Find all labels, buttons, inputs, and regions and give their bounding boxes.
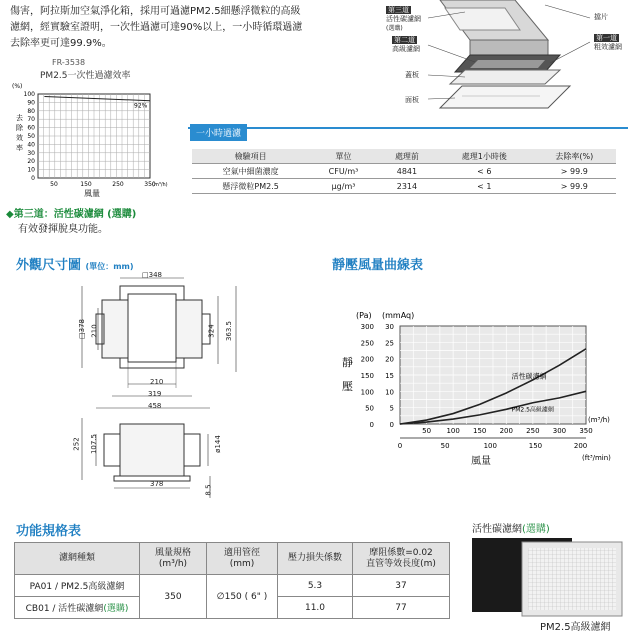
spec-cell [15, 597, 140, 619]
x-tick-label: 250 [112, 181, 124, 188]
spec-cell: 5.3 [278, 575, 353, 597]
y-tick-label: 80 [27, 107, 35, 115]
y-tick-label: 20 [27, 158, 35, 166]
ft3-tick-label: 0 [397, 442, 403, 450]
stage-tag: 第一道 [596, 34, 617, 42]
table-cell: 懸浮微粒PM2.5 [192, 179, 309, 194]
stage-name: 高級濾網 [392, 45, 420, 53]
stage-note: (選購) [386, 25, 403, 32]
table-cell: > 99.9 [533, 179, 616, 194]
dim-height-inner: 210 [90, 324, 99, 338]
spec-cell: 37 [353, 575, 450, 597]
m3h-tick-label: 150 [473, 427, 487, 435]
ft3-tick-label: 100 [483, 442, 497, 450]
pa-tick-label: 100 [360, 388, 374, 397]
table-header: 去除率(%) [533, 149, 616, 164]
m3h-tick-label: 100 [446, 427, 460, 435]
x-unit: (m³/h) [152, 182, 168, 188]
y-axis-label: 效 [16, 134, 23, 142]
m3h-tick-label: 350 [579, 427, 593, 435]
photo-bottom-label: PM2.5高級濾網 [540, 622, 611, 633]
spec-name: CB01 / 活性碳濾網 [25, 604, 104, 614]
label-first-filter [594, 34, 622, 52]
dim-side-inner: 107.5 [90, 433, 99, 455]
dim-width-total: 458 [148, 402, 162, 410]
dimensions-unit: (單位：mm) [85, 262, 134, 271]
mm-tick-label: 25 [385, 339, 394, 348]
mm-tick-label: 5 [389, 404, 394, 413]
photo-top-suffix: (選購) [522, 524, 550, 535]
stage-name: 粗效濾網 [594, 43, 622, 51]
mm-tick-label: 0 [389, 421, 394, 429]
pa-tick-label: 250 [360, 339, 374, 348]
dim-height-right2: 363.5 [225, 320, 234, 342]
spec-heading: 功能規格表 [16, 524, 82, 539]
ft3-tick-label: 50 [440, 442, 450, 450]
pressure-chart [328, 306, 628, 472]
x-unit-m3h: (m³/h) [588, 416, 610, 424]
spec-header: 風量規格 (m³/h) [140, 543, 207, 575]
table-cell: < 6 [436, 164, 533, 179]
y-axis-label: 壓 [342, 380, 353, 393]
table-header-row [192, 149, 616, 164]
y-axis-label: 除 [16, 124, 23, 132]
y-axis-label: 去 [16, 114, 23, 122]
spec-header: 摩阻係數=0.02 直管等效長度(m) [353, 543, 450, 575]
series-label-carbon: 活性碳濾網 [511, 372, 547, 381]
y-unit: (%) [12, 83, 23, 90]
pa-tick-label: 300 [360, 323, 374, 331]
table-header: 單位 [309, 149, 378, 164]
spec-cell: ∅150 ( 6" ) [207, 575, 278, 619]
y-tick-label: 30 [27, 149, 35, 157]
y-axis-label: 靜 [342, 356, 353, 369]
spec-header: 濾網種類 [15, 543, 140, 575]
y-tick-label: 0 [31, 175, 35, 182]
label-base: 蓋板 [405, 71, 419, 79]
ft3-tick-label: 150 [528, 442, 543, 450]
y-tick-label: 10 [27, 166, 35, 174]
table-cell: < 1 [436, 179, 533, 194]
x-tick-label: 350 [144, 181, 156, 188]
series-label-pm25: PM2.5高級濾網 [511, 406, 554, 414]
filter-photo [468, 534, 628, 620]
spec-cell: 77 [353, 597, 450, 619]
mm-tick-label: 10 [385, 388, 394, 397]
intro-line: 傷害，阿拉斯加空氣淨化箱，採用可過濾PM2.5細懸浮微粒的高級 [10, 6, 301, 17]
y-axis-label: 率 [16, 144, 23, 152]
m3h-tick-label: 50 [422, 427, 432, 435]
pa-tick-label: 50 [365, 404, 374, 413]
label-panel: 面板 [405, 96, 419, 104]
m3h-tick-label: 250 [526, 427, 540, 435]
dim-side-height: 252 [72, 437, 81, 451]
table-cell: 2314 [378, 179, 436, 194]
pa-tick-label: 200 [360, 355, 374, 364]
table-cell: > 99.9 [533, 164, 616, 179]
spec-header-row [15, 543, 450, 575]
dim-height-outer: □378 [77, 319, 86, 339]
label-second-filter [392, 36, 420, 54]
y-tick-label: 100 [23, 91, 35, 98]
third-stage-desc: 有效發揮脫臭功能。 [18, 224, 108, 235]
intro-line: 去除率更可達99.9%。 [10, 38, 112, 49]
tab-one-hour: 一小時過濾 [190, 124, 247, 141]
spec-row [15, 575, 450, 597]
photo-top-label [472, 520, 550, 535]
spec-optional: (選購) [103, 604, 129, 614]
label-blade: 擋片 [594, 13, 608, 21]
stage-name: 活性碳濾網 [386, 15, 421, 23]
one-hour-table [192, 149, 616, 194]
mm-tick-label: 20 [385, 355, 394, 364]
y-unit-mmaq: (mmAq) [382, 311, 415, 320]
dimension-drawing [60, 268, 270, 508]
spec-header: 適用管徑 (mm) [207, 543, 278, 575]
spec-cell: 11.0 [278, 597, 353, 619]
y-tick-label: 40 [27, 141, 35, 149]
pa-tick-label: 0 [369, 421, 374, 429]
spec-table [14, 542, 450, 619]
table-row [192, 164, 616, 179]
pressure-heading: 靜壓風量曲線表 [332, 258, 424, 273]
label-third-filter [386, 6, 421, 33]
y-tick-label: 70 [27, 116, 35, 124]
dim-diameter: ø144 [213, 435, 222, 453]
table-cell: μg/m³ [309, 179, 378, 194]
table-header: 處理前 [378, 149, 436, 164]
x-axis-label: 風量 [471, 456, 491, 467]
table-cell: 4841 [378, 164, 436, 179]
x-tick-label: 50 [50, 181, 58, 188]
x-tick-label: 150 [80, 181, 92, 188]
ft3-tick-label: 200 [573, 442, 588, 450]
table-cell: 空氣中細菌濃度 [192, 164, 309, 179]
dim-base-height: 8.5 [204, 484, 213, 496]
filter-efficiency-chart [10, 80, 170, 200]
spec-header: 壓力損失係數 [278, 543, 353, 575]
y-tick-label: 90 [27, 99, 35, 107]
intro-line: 濾網，經實驗室證明，一次性過濾可達90%以上，一小時循環過濾 [10, 22, 303, 33]
table-header: 檢驗項目 [192, 149, 309, 164]
stage-tag: 第二道 [394, 36, 415, 44]
stage-tag: 第三道 [388, 6, 409, 14]
y-unit-pa: (Pa) [356, 311, 372, 320]
x-unit-ft3: (ft³/min) [582, 454, 611, 462]
x-axis-label: 風量 [84, 189, 100, 198]
pa-tick-label: 150 [360, 372, 374, 380]
tab-underline [188, 127, 628, 129]
chart-model: FR-3538 [52, 58, 86, 67]
mm-tick-label: 15 [385, 372, 394, 380]
dim-height-right: 324 [207, 324, 216, 338]
dim-width-inner: 210 [150, 378, 164, 386]
dim-base-width: 378 [150, 480, 164, 488]
table-row [192, 179, 616, 194]
spec-cell: PA01 / PM2.5高級濾網 [15, 575, 140, 597]
y-tick-label: 50 [27, 133, 35, 140]
table-header: 處理1小時後 [436, 149, 533, 164]
m3h-tick-label: 200 [499, 427, 513, 435]
m3h-tick-label: 300 [552, 427, 567, 435]
third-stage-heading: ◆第三道：活性碳濾網 (選購) [6, 209, 137, 220]
dim-width-outer: □348 [142, 271, 162, 279]
mm-tick-label: 30 [385, 323, 394, 331]
annotation-label: 92% [134, 102, 148, 110]
chart-title: PM2.5一次性過濾效率 [40, 71, 131, 81]
photo-top-name: 活性碳濾網 [472, 524, 522, 535]
y-tick-label: 60 [27, 124, 35, 132]
dim-width-mid: 319 [148, 390, 162, 398]
dimensions-title: 外觀尺寸圖 [16, 258, 82, 273]
spec-cell: 350 [140, 575, 207, 619]
intro-text [10, 4, 390, 52]
table-cell: CFU/m³ [309, 164, 378, 179]
